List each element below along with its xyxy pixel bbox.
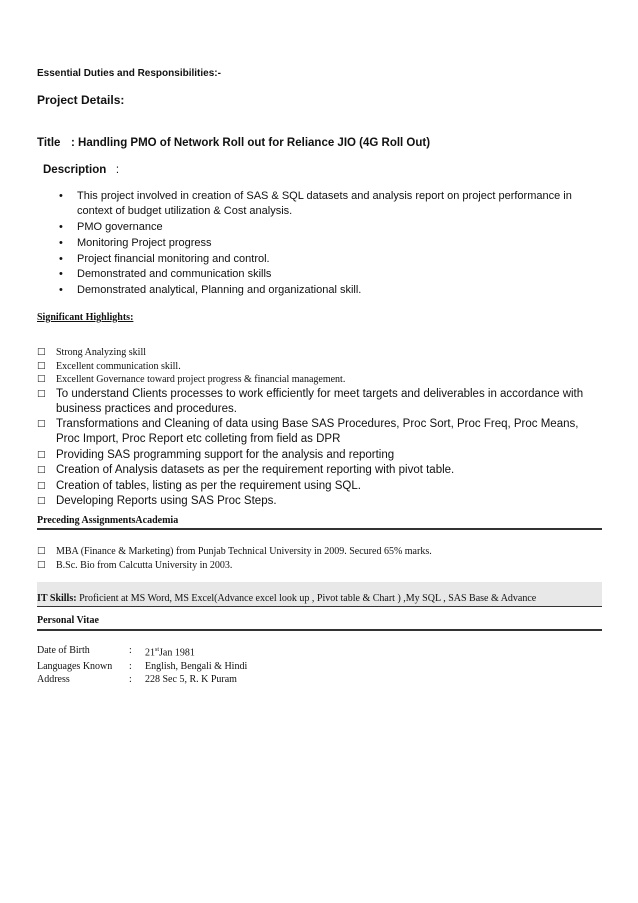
address-label: Address [37,674,70,686]
list-item: □ MBA (Finance & Marketing) from Punjab Technical University in 2009. Secured 65% marks. [37,546,432,557]
list-item: • This project involved in creation of SAS & SQL datasets and analysis report on project performance in context of budget utilization & Cost analysis. [59,190,572,218]
checkbox-square-icon: □ [37,388,46,399]
bullet-icon: • [59,236,63,249]
colon: : [129,645,132,656]
essential-duties-heading: Essential Duties and Responsibilities:- [37,68,221,79]
list-item: • Demonstrated analytical, Planning and organizational skill. [0,283,610,298]
checkbox-square-icon: □ [37,480,46,491]
preceding-assignments-heading: Preceding AssignmentsAcademia [37,515,179,526]
list-item: □ Excellent communication skill. [37,360,181,372]
checkbox-square-icon: □ [37,449,46,460]
personal-vitae-table [37,644,247,687]
personal-vitae-heading: Personal Vitae [37,615,99,626]
description-colon: : [115,164,120,176]
list-item: □ Excellent Governance toward project progress & financial management. [37,374,346,385]
languages-value: English, Bengali & Hindi [145,660,248,672]
section-divider [37,606,602,607]
languages-label: Languages Known [37,660,113,672]
bullet-icon: • [59,268,63,281]
list-item: □ Developing Reports using SAS Proc Steps. [37,495,277,507]
checkbox-square-icon: □ [37,559,46,570]
highlights-list [37,346,603,510]
list-item: □ B.Sc. Bio from Calcutta University in 2003. [37,559,233,571]
project-details-heading: Project Details: [37,93,125,107]
colon: : [129,674,132,686]
address-value: 228 Sec 5, R. K Puram [145,674,237,686]
bullet-icon: • [59,252,63,265]
title-label: Title [37,137,61,149]
bullet-icon: • [59,284,63,297]
table-row [37,660,247,674]
description-label: Description [43,164,107,176]
description-list [0,189,610,299]
checkbox-square-icon: □ [37,465,46,475]
checkbox-square-icon: □ [37,360,46,371]
academia-list [37,545,432,572]
section-divider [37,528,602,530]
description-row [43,164,119,176]
checkbox-square-icon: □ [37,374,46,384]
list-item: □ Creation of tables, listing as per the requirement using SQL. [37,479,361,492]
it-skills-label: IT Skills: [37,593,77,604]
checkbox-square-icon: □ [37,546,46,556]
title-value: : Handling PMO of Network Roll out for Reliance JIO (4G Roll Out) [71,137,431,149]
bullet-icon: • [59,221,63,234]
bullet-icon: • [59,190,63,202]
dob-value: 21stJan 1981 [145,647,195,659]
table-row [37,644,247,660]
it-skills-value: Proficient at MS Word, MS Excel(Advance excel look up , Pivot table & Chart ) ,My SQL , SAS Base & Advance [76,593,537,604]
project-title-row [37,137,430,149]
colon: : [129,660,132,672]
list-item: □ Providing SAS programming support for the analysis and reporting [37,448,395,461]
it-skills-row [37,593,536,604]
checkbox-square-icon: □ [37,496,46,506]
list-item: □ Transformations and Cleaning of data using Base SAS Procedures, Proc Sort, Proc Freq, Proc Means, Proc Import, Proc Report etc colleting from field as DPR [37,418,579,445]
list-item: □ Creation of Analysis datasets as per the requirement reporting with pivot table. [37,464,455,476]
list-item: • Monitoring Project progress [0,236,610,251]
list-item: □ Strong Analyzing skill [37,347,146,358]
list-item: • Demonstrated and communication skills [0,267,610,282]
list-item: • Project financial monitoring and control. [0,252,610,267]
list-item: □ To understand Clients processes to work efficiently for meet targets and deliverables in accordance with business practices and procedures. [37,387,584,415]
significant-highlights-heading: Significant Highlights: [37,312,134,323]
table-row [37,673,247,687]
dob-label: Date of Birth [37,645,90,656]
checkbox-square-icon: □ [37,347,46,357]
section-divider [37,629,602,631]
checkbox-square-icon: □ [37,419,46,429]
list-item: • PMO governance [0,220,610,235]
